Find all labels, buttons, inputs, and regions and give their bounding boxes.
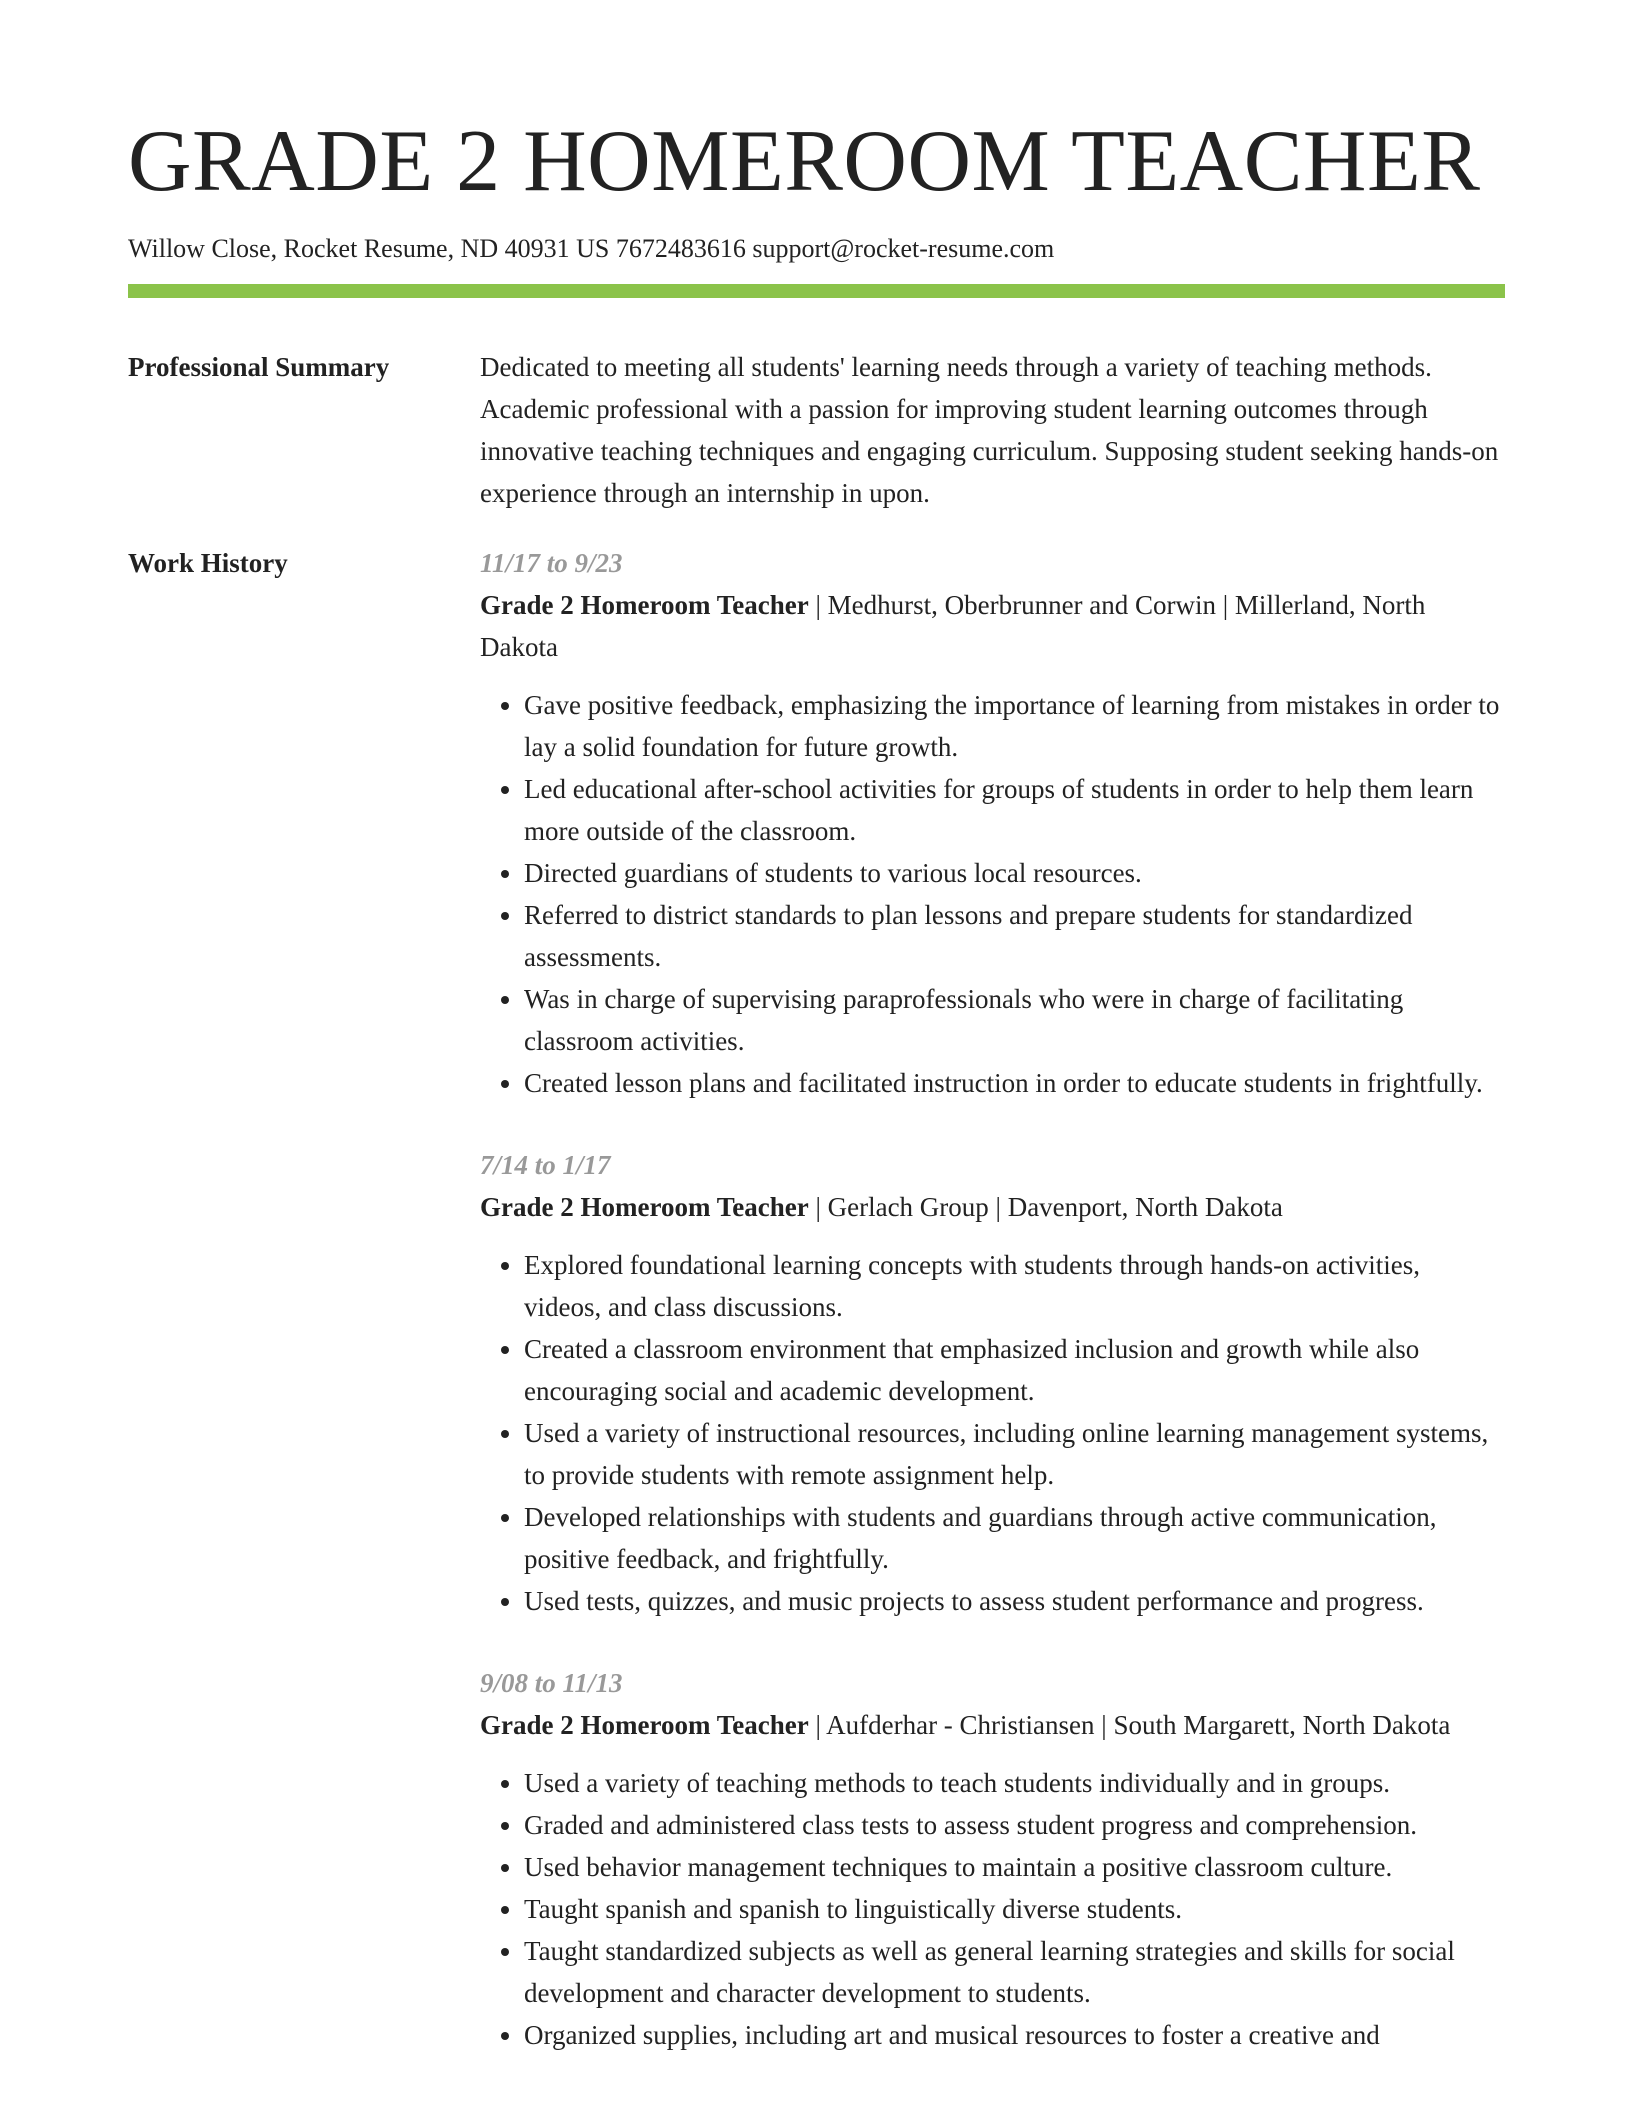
job-bullet-list	[480, 1244, 1504, 1622]
job-title: Grade 2 Homeroom Teacher	[480, 1191, 809, 1222]
job-dates: 7/14 to 1/17	[480, 1149, 611, 1180]
summary-text: Dedicated to meeting all students' learning needs through a variety of teaching methods. Academic professional with a passion for improving student learning outcomes through innovative teaching techniques and engaging curriculum. Supposing student seeking hands-on experience through an internship in upon.	[480, 351, 1499, 508]
job-dates: 9/08 to 11/13	[480, 1667, 623, 1698]
job-bullet-item: • Directed guardians of students to various local resources.	[524, 852, 1504, 894]
job-employer-location: | Gerlach Group | Davenport, North Dakota	[808, 1191, 1283, 1222]
job-bullet-item: • Created a classroom environment that emphasized inclusion and growth while also encouraging social and academic development.	[524, 1328, 1504, 1412]
job-title-line	[480, 1186, 1504, 1228]
job-bullet-item: • Created lesson plans and facilitated instruction in order to educate students in frightfully.	[524, 1062, 1504, 1104]
work-history-section	[128, 542, 1504, 2096]
summary-label: Professional Summary	[128, 351, 390, 382]
job-entry	[480, 1144, 1504, 1622]
resume-page	[128, 113, 1504, 2096]
job-bullet-list	[480, 684, 1504, 1104]
job-bullet-item: • Graded and administered class tests to assess student progress and comprehension.	[524, 1804, 1504, 1846]
job-bullet-item: • Referred to district standards to plan lessons and prepare students for standardized assessments.	[524, 894, 1504, 978]
job-bullet-item: • Used behavior management techniques to maintain a positive classroom culture.	[524, 1846, 1504, 1888]
job-bullet-item: • Gave positive feedback, emphasizing the importance of learning from mistakes in order to lay a solid foundation for future growth.	[524, 684, 1504, 768]
job-bullet-item: • Taught standardized subjects as well as general learning strategies and skills for social development and character development to students.	[524, 1930, 1504, 2014]
job-title: Grade 2 Homeroom Teacher	[480, 1709, 809, 1740]
summary-section	[128, 346, 1504, 514]
job-bullet-item: • Used tests, quizzes, and music projects to assess student performance and progress.	[524, 1580, 1504, 1622]
job-bullet-item: • Organized supplies, including art and musical resources to foster a creative and	[524, 2014, 1504, 2056]
work-history-body	[480, 542, 1504, 2096]
accent-divider	[128, 284, 1505, 298]
contact-line: Willow Close, Rocket Resume, ND 40931 US 7672483616 support@rocket-resume.com	[128, 234, 1055, 263]
job-entry	[480, 1662, 1504, 2056]
job-employer-location: | Aufderhar - Christiansen | South Margarett, North Dakota	[808, 1709, 1451, 1740]
resume-name-heading: GRADE 2 HOMEROOM TEACHER	[128, 113, 1481, 210]
job-bullet-item: • Used a variety of teaching methods to teach students individually and in groups.	[524, 1762, 1504, 1804]
job-dates: 11/17 to 9/23	[480, 547, 623, 578]
job-employer-location: | Medhurst, Oberbrunner and Corwin | Millerland, North Dakota	[480, 589, 1426, 662]
job-title-line	[480, 584, 1504, 668]
summary-body	[480, 346, 1504, 514]
job-title: Grade 2 Homeroom Teacher	[480, 589, 809, 620]
job-bullet-item: • Developed relationships with students and guardians through active communication, positive feedback, and frightfully.	[524, 1496, 1504, 1580]
job-bullet-item: • Was in charge of supervising paraprofessionals who were in charge of facilitating classroom activities.	[524, 978, 1504, 1062]
job-bullet-item: • Explored foundational learning concepts with students through hands-on activities, videos, and class discussions.	[524, 1244, 1504, 1328]
job-bullet-item: • Taught spanish and spanish to linguistically diverse students.	[524, 1888, 1504, 1930]
job-bullet-item: • Used a variety of instructional resources, including online learning management systems, to provide students with remote assignment help.	[524, 1412, 1504, 1496]
job-bullet-item: • Led educational after-school activities for groups of students in order to help them learn more outside of the classroom.	[524, 768, 1504, 852]
job-title-line	[480, 1704, 1504, 1746]
job-bullet-list	[480, 1762, 1504, 2056]
job-entry	[480, 542, 1504, 1104]
work-history-label: Work History	[128, 547, 288, 578]
